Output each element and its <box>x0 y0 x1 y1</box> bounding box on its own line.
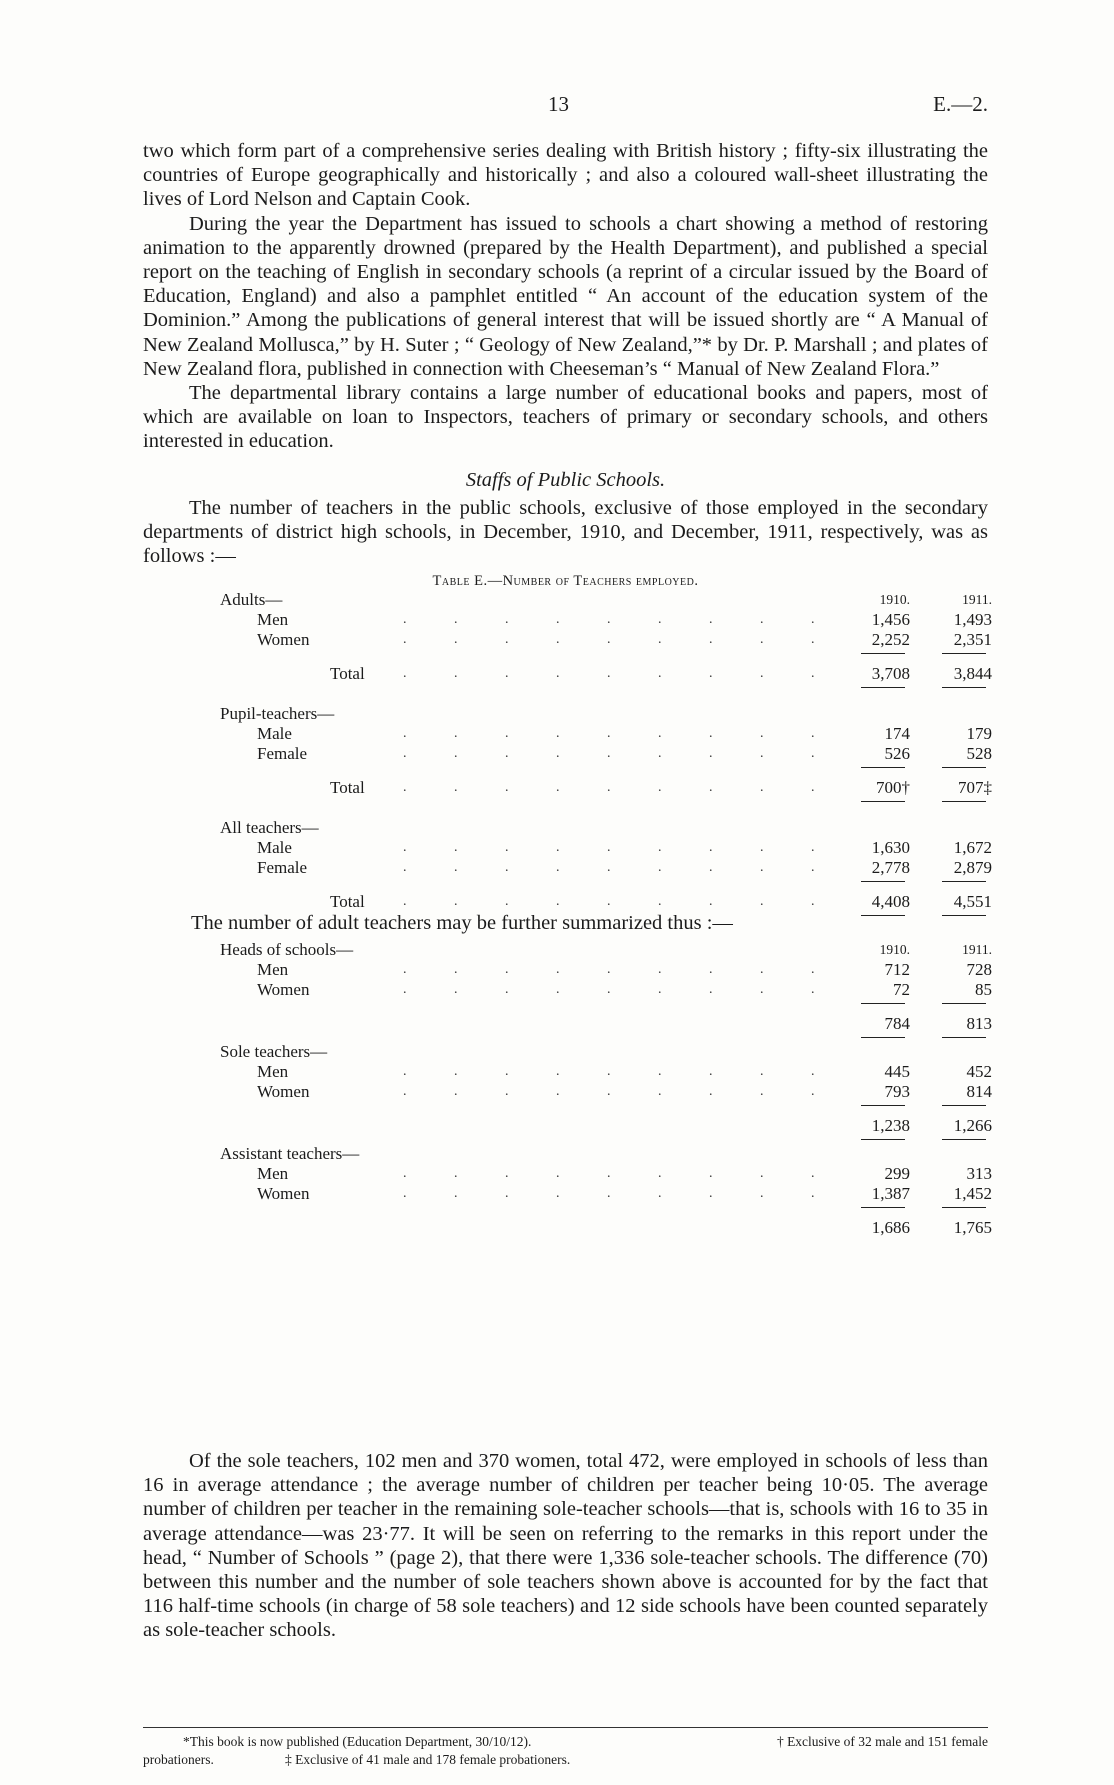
subtotal-rule <box>143 650 988 658</box>
rule-1911 <box>942 687 986 688</box>
rule-1910 <box>861 1105 905 1106</box>
page-header <box>143 92 988 116</box>
leader-dots: . . . . . . . . . <box>403 1084 837 1099</box>
row-label: Assistant teachers— <box>220 1144 360 1163</box>
row-label: Pupil-teachers— <box>220 704 335 723</box>
row-label: Female <box>257 858 308 877</box>
data-row <box>143 1164 992 1184</box>
value-1910: 4,408 <box>871 892 910 911</box>
value-1910: 2,252 <box>871 630 910 649</box>
leader-dots: . . . . . . . . . <box>403 612 837 627</box>
paragraph-continuation: two which form part of a comprehensive series dealing with British history ; fifty-six illustrating the countries of Europe geographically and historically ; and also a coloured wall-sheet illustrating the lives of Lord Nelson and Captain Cook. <box>143 140 988 211</box>
value-1911: 728 <box>966 960 992 979</box>
total-rule <box>143 684 988 692</box>
data-row <box>143 610 992 630</box>
rule-1910 <box>861 881 905 882</box>
rule-1911 <box>942 1105 986 1106</box>
leader-dots: . . . . . . . . . <box>403 666 837 681</box>
leader-dots: . . . . . . . . . <box>403 746 837 761</box>
total-row <box>143 1116 992 1136</box>
total-rule <box>143 1136 988 1144</box>
subtotal-rule <box>143 878 988 886</box>
section-code: E.—2. <box>933 92 988 116</box>
paragraph-intro: The number of teachers in the public schools, exclusive of those employed in the secondary departments of district high schools, in December, 1910, and December, 1911, respectively, was as follows :— <box>143 496 988 568</box>
rule-1910 <box>861 687 905 688</box>
row-label: Total <box>330 664 365 683</box>
value-1910: 1,387 <box>871 1184 910 1203</box>
row-label: Male <box>257 724 292 743</box>
row-label: Men <box>257 1164 289 1183</box>
row-label: Female <box>257 744 308 763</box>
year-1910: 1910. <box>879 592 910 607</box>
row-label: Male <box>257 838 292 857</box>
data-row <box>143 1062 992 1082</box>
rule-1911 <box>942 1207 986 1208</box>
total-row <box>143 892 992 912</box>
total-rule <box>143 1034 988 1042</box>
value-1910: 712 <box>884 960 910 979</box>
data-row <box>143 630 992 650</box>
row-label: Heads of schools— <box>220 940 354 959</box>
year-1911: 1911. <box>962 592 992 607</box>
value-1911: 2,879 <box>953 858 992 877</box>
group-row <box>143 1042 988 1062</box>
rule-1910 <box>861 801 905 802</box>
leader-dots: . . . . . . . . . <box>403 726 837 741</box>
year-1911: 1911. <box>962 942 992 957</box>
rule-1910 <box>861 1003 905 1004</box>
rule-1911 <box>942 801 986 802</box>
footnote-dagger: † Exclusive of 32 male and 151 female <box>776 1734 988 1749</box>
summary-table <box>143 940 992 1238</box>
value-1911: 85 <box>975 980 992 999</box>
row-label: Women <box>257 630 310 649</box>
subtotal-rule <box>143 764 988 772</box>
paragraph-publications: During the year the Department has issued to schools a chart showing a method of restoring animation to the apparently drowned (prepared by the Health Department), and published a special report on the teaching of English in secondary schools (a reprint of a circular issued by the Board of Education, England) and also a pamphlet entitled “ An account of the education system of the Dominion.” Among the publications of general interest that will be issued shortly are “ A Manual of New Zealand Mollusca,” by H. Suter ; “ Geology of New Zealand,”* by Dr. P. Marshall ; and plates of New Zealand flora, published in connection with Cheeseman’s “ Manual of New Zealand Flora.” <box>143 212 988 380</box>
total-row <box>143 1014 992 1034</box>
rule-1910 <box>861 767 905 768</box>
footnote-double-dagger: ‡ Exclusive of 41 male and 178 female probationers. <box>285 1752 571 1767</box>
value-1911: 4,551 <box>953 892 992 911</box>
leader-dots: . . . . . . . . . <box>403 632 837 647</box>
closing-paragraph-text: Of the sole teachers, 102 men and 370 women, total 472, were employed in schools of less than 16 in average attendance ; the average number of children per teacher being 10·05. The average number of children per teacher in the remaining sole-teacher schools—that is, schools with 16 to 35 in average attendance—was 23·77. It will be seen on referring to the remarks in this report under the head, “ Number of Schools ” (page 2), that there were 1,336 sole-teacher schools. The difference (70) between this number and the number of sole teachers shown above is accounted for by the fact that 116 half-time schools (in charge of 58 sole teachers) and 12 side schools have been counted separately as sole-teacher schools. <box>143 1450 988 1642</box>
rule-1911 <box>942 881 986 882</box>
rule-1911 <box>942 1037 986 1038</box>
value-1910: 3,708 <box>871 664 910 683</box>
data-row <box>143 960 992 980</box>
body-text <box>143 139 988 568</box>
section-heading: Staffs of Public Schools. <box>465 468 666 491</box>
value-1911: 1,672 <box>953 838 992 857</box>
leader-dots: . . . . . . . . . <box>403 1186 837 1201</box>
group-row <box>143 1144 988 1164</box>
row-label: Men <box>257 960 289 979</box>
leader-dots: . . . . . . . . . <box>403 1166 837 1181</box>
spacer <box>143 692 988 704</box>
row-label: Men <box>257 1062 289 1081</box>
value-1911: 313 <box>966 1164 992 1183</box>
rule-1910 <box>861 653 905 654</box>
data-row <box>143 838 992 858</box>
row-label: Women <box>257 1184 310 1203</box>
value-1911: 179 <box>966 724 992 743</box>
row-label: Women <box>257 980 310 999</box>
rule-1910 <box>861 1037 905 1038</box>
row-label: Total <box>330 892 365 911</box>
rule-1911 <box>942 1003 986 1004</box>
value-1910: 72 <box>893 980 910 999</box>
value-1910: 526 <box>884 744 910 763</box>
total-row <box>143 778 992 798</box>
leader-dots: . . . . . . . . . <box>403 962 837 977</box>
data-row <box>143 724 992 744</box>
row-label: Women <box>257 1082 310 1101</box>
value-1910: 445 <box>884 1062 910 1081</box>
value-1911: 2,351 <box>953 630 992 649</box>
value-1910: 793 <box>884 1082 910 1101</box>
value-1911: 1,765 <box>953 1218 992 1237</box>
leader-dots: . . . . . . . . . <box>403 894 837 909</box>
total-row <box>143 664 992 684</box>
page-number: 13 <box>548 92 569 116</box>
year-1910: 1910. <box>879 942 910 957</box>
value-1910: 1,456 <box>871 610 910 629</box>
data-row <box>143 858 992 878</box>
rule-1910 <box>861 1207 905 1208</box>
group-row <box>143 818 988 838</box>
total-rule <box>143 798 988 806</box>
row-label: Total <box>330 778 365 797</box>
group-row <box>143 704 988 724</box>
value-1911: 1,452 <box>953 1184 992 1203</box>
row-label: Men <box>257 610 289 629</box>
data-row <box>143 1082 992 1102</box>
value-1911: 707‡ <box>958 778 992 797</box>
value-1911: 814 <box>966 1082 992 1101</box>
rule-1911 <box>942 653 986 654</box>
leader-dots: . . . . . . . . . <box>403 1064 837 1079</box>
row-label: All teachers— <box>220 818 319 837</box>
leader-dots: . . . . . . . . . <box>403 860 837 875</box>
rule-1911 <box>942 767 986 768</box>
value-1910: 1,630 <box>871 838 910 857</box>
paragraph-library: The departmental library contains a large number of educational books and papers, most of which are available on loan to Inspectors, teachers of primary or secondary schools, and others interested in education. <box>143 382 988 453</box>
value-1911: 813 <box>966 1014 992 1033</box>
row-label: Adults— <box>220 590 283 609</box>
rule-1911 <box>942 1139 986 1140</box>
table-e <box>143 573 992 920</box>
group-row <box>143 590 992 610</box>
value-1910: 700† <box>876 778 910 797</box>
value-1910: 299 <box>884 1164 910 1183</box>
total-row <box>143 1218 992 1238</box>
leader-dots: . . . . . . . . . <box>403 840 837 855</box>
subtotal-rule <box>143 1204 988 1212</box>
subtotal-rule <box>143 1000 988 1008</box>
leader-dots: . . . . . . . . . <box>403 780 837 795</box>
value-1911: 3,844 <box>953 664 992 683</box>
group-row <box>143 940 992 960</box>
data-row <box>143 980 992 1000</box>
row-label: Sole teachers— <box>220 1042 328 1061</box>
value-1911: 528 <box>966 744 992 763</box>
closing-paragraph <box>143 1449 988 1643</box>
table-caption: Table E.—Number of Teachers employed. <box>432 573 699 589</box>
value-1911: 1,493 <box>953 610 992 629</box>
value-1911: 1,266 <box>953 1116 992 1135</box>
value-1910: 784 <box>884 1014 910 1033</box>
value-1910: 174 <box>884 724 910 743</box>
leader-dots: . . . . . . . . . <box>403 982 837 997</box>
data-row <box>143 1184 992 1204</box>
spacer <box>143 806 988 818</box>
footnote-dagger-cont: probationers. <box>143 1752 214 1767</box>
subtotal-rule <box>143 1102 988 1110</box>
value-1910: 2,778 <box>871 858 910 877</box>
summary-intro: The number of adult teachers may be further summarized thus :— <box>191 912 733 934</box>
value-1910: 1,238 <box>871 1116 910 1135</box>
footnote-rule <box>143 1727 988 1728</box>
data-row <box>143 744 992 764</box>
value-1910: 1,686 <box>871 1218 910 1237</box>
footnote-star: *This book is now published (Education Department, 30/10/12). <box>183 1734 532 1749</box>
rule-1910 <box>861 1139 905 1140</box>
value-1911: 452 <box>966 1062 992 1081</box>
